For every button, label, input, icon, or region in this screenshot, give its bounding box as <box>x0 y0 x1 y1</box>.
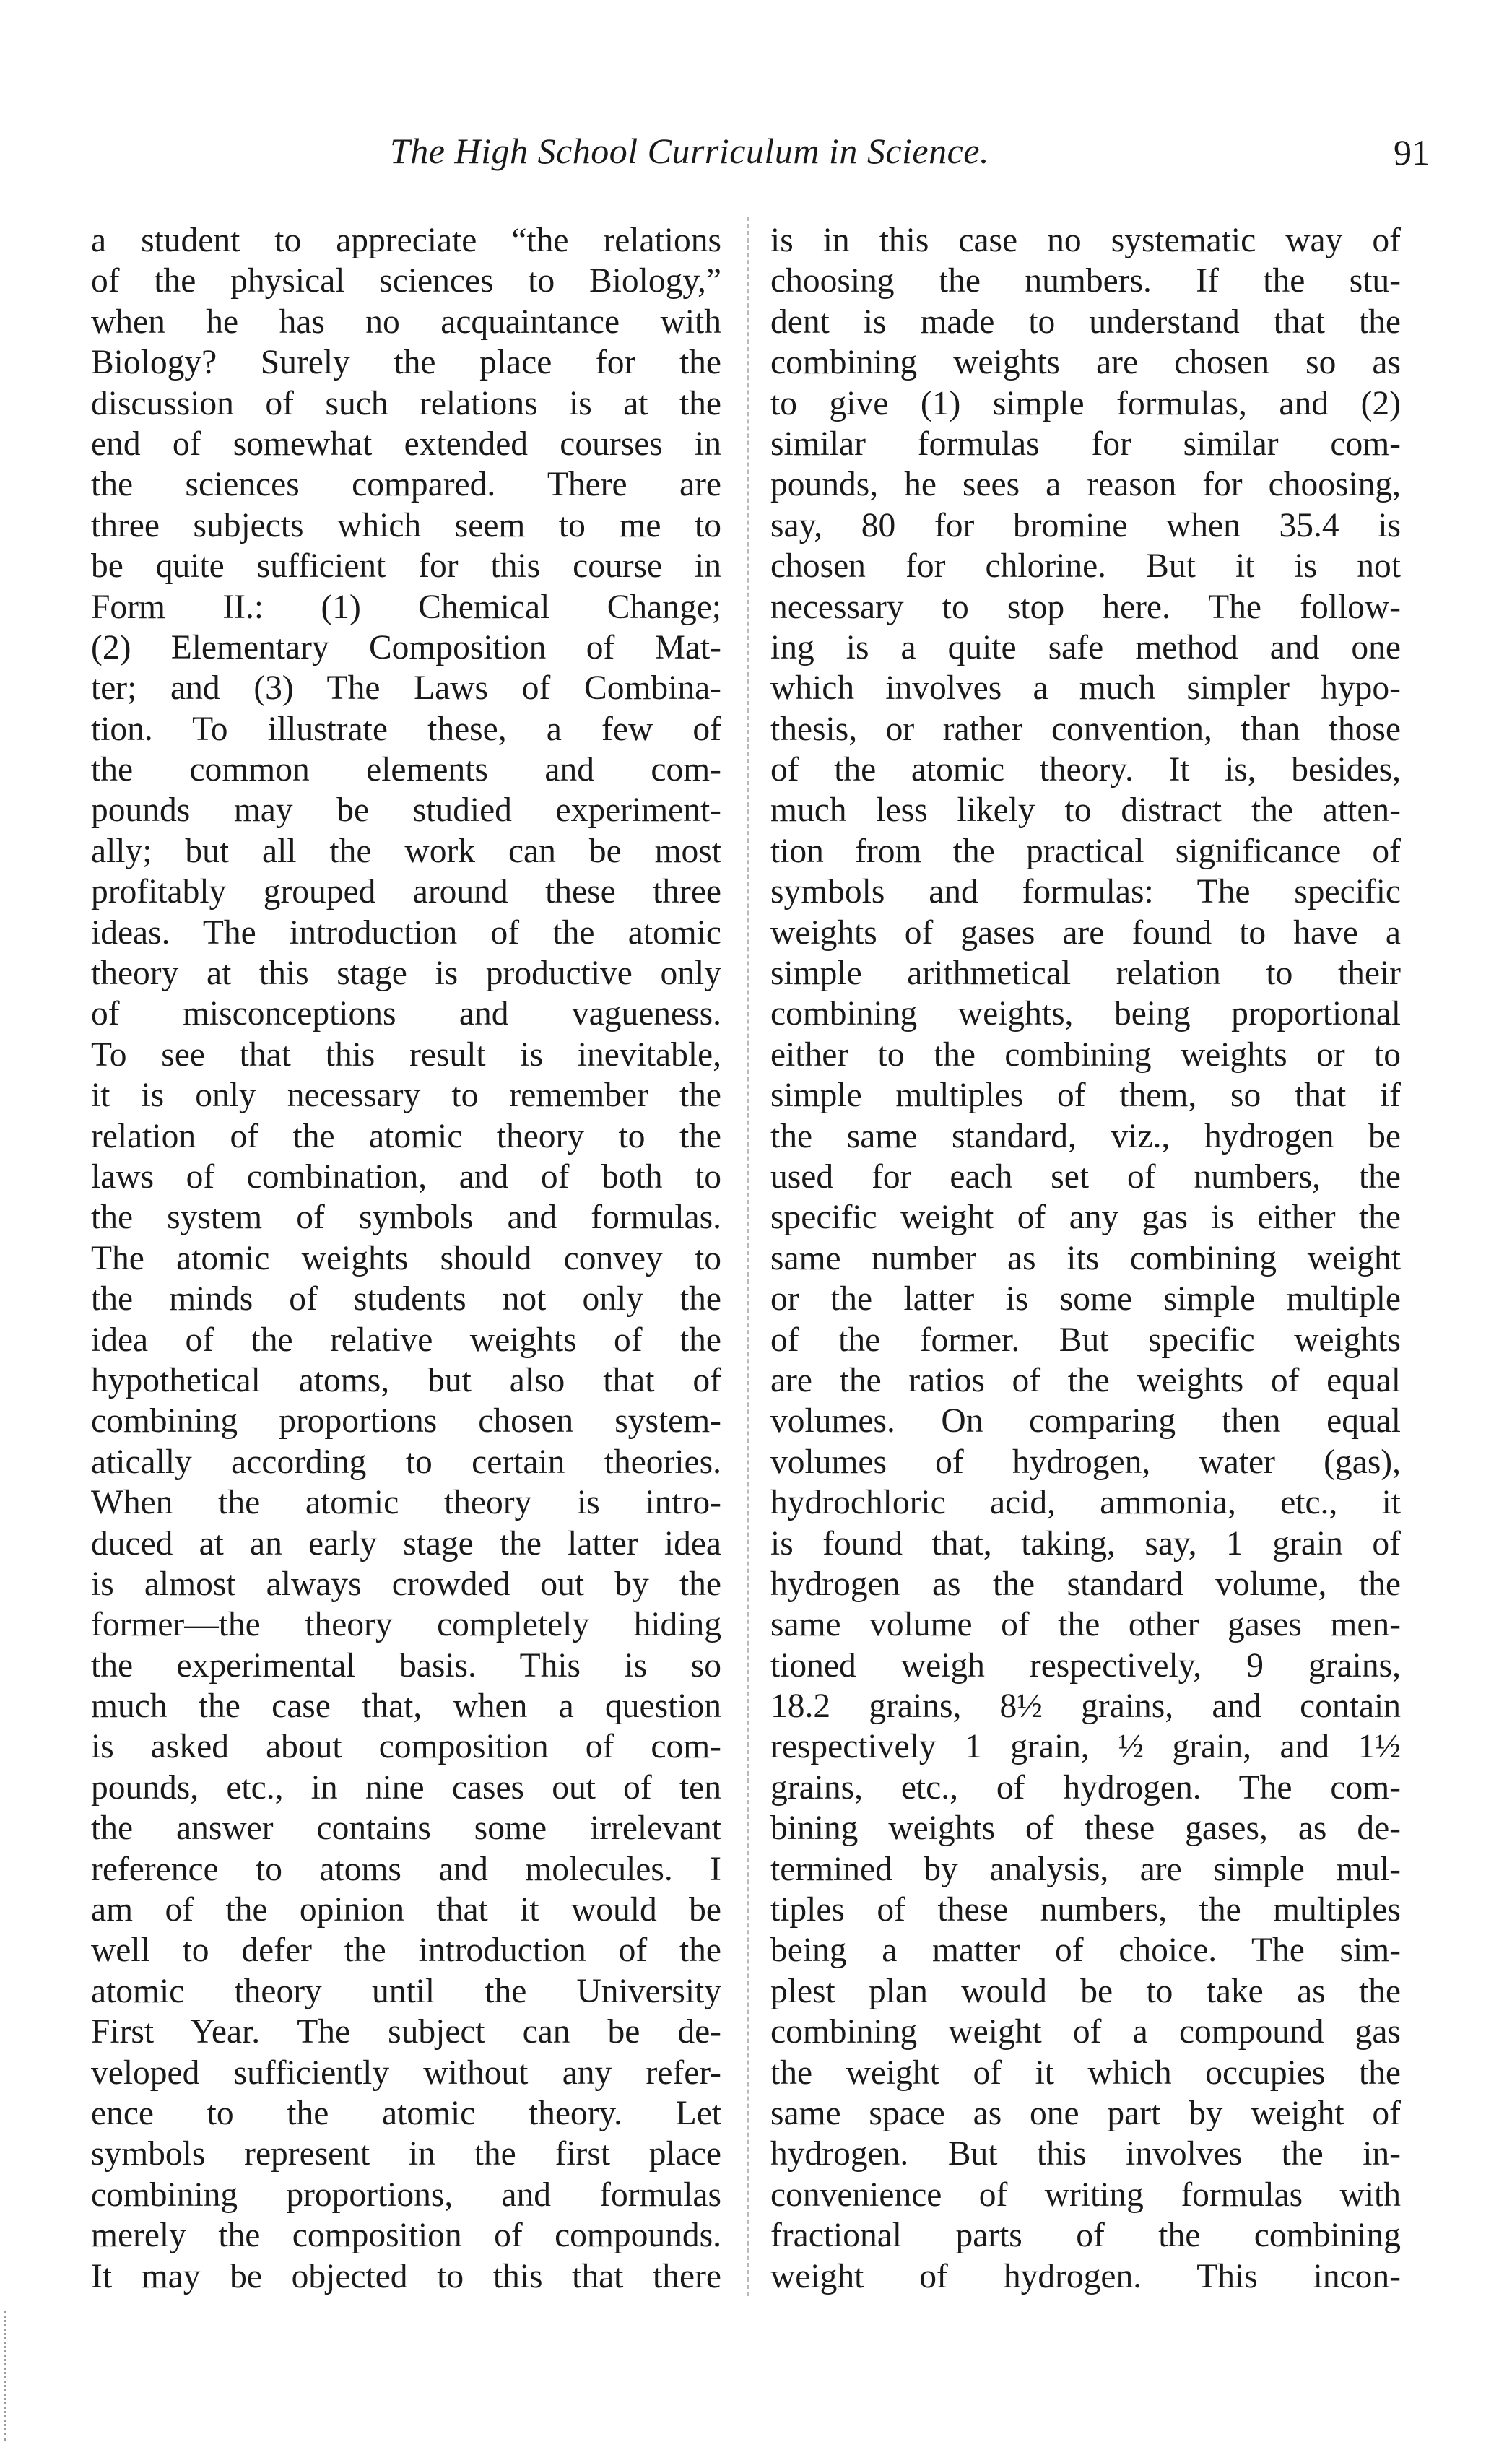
text-line: atically according to certain theories. <box>91 1443 721 1481</box>
text-line: combining proportions, and formulas <box>91 2176 721 2214</box>
text-line: ally; but all the work can be most <box>91 832 721 870</box>
text-line: the sciences compared. There are <box>91 466 721 504</box>
text-line: ing is a quite safe method and one <box>770 628 1401 666</box>
text-line: or the latter is some simple multiple <box>770 1280 1401 1318</box>
text-line: simple arithmetical relation to their <box>770 955 1401 993</box>
text-line: much the case that, when a question <box>91 1687 721 1726</box>
text-line: weights of gases are found to have a <box>770 913 1401 952</box>
text-line: discussion of such relations is at the <box>91 384 721 422</box>
text-line: The atomic weights should convey to <box>91 1239 721 1277</box>
text-line: pounds, etc., in nine cases out of ten <box>91 1768 721 1807</box>
text-line: end of somewhat extended courses in <box>91 425 721 463</box>
text-line: duced at an early stage the latter idea <box>91 1524 721 1562</box>
text-line: am of the opinion that it would be <box>91 1891 721 1929</box>
text-line: tion from the practical significance of <box>770 832 1401 870</box>
text-line: much less likely to distract the atten- <box>770 791 1401 830</box>
text-line: plest plan would be to take as the <box>770 1972 1401 2010</box>
text-line: either to the combining weights or to <box>770 1035 1401 1074</box>
text-line: hydrogen as the standard volume, the <box>770 1565 1401 1603</box>
text-line: theory at this stage is productive only <box>91 955 721 993</box>
text-line: To see that this result is inevitable, <box>91 1035 721 1074</box>
text-line: the answer contains some irrelevant <box>91 1809 721 1848</box>
text-line: 18.2 grains, 8½ grains, and contain <box>770 1687 1401 1726</box>
text-line: specific weight of any gas is either the <box>770 1199 1401 1237</box>
text-line: choosing the numbers. If the stu- <box>770 262 1401 300</box>
text-line: the minds of students not only the <box>91 1280 721 1318</box>
text-line: same volume of the other gases men- <box>770 1606 1401 1644</box>
text-line: When the atomic theory is intro- <box>91 1484 721 1522</box>
text-line: tioned weigh respectively, 9 grains, <box>770 1646 1401 1685</box>
right-column <box>770 220 1401 2297</box>
text-line: combining weights are chosen so as <box>770 344 1401 382</box>
text-line: convenience of writing formulas with <box>770 2176 1401 2214</box>
text-line: combining weights, being proportional <box>770 995 1401 1033</box>
text-line: the experimental basis. This is so <box>91 1646 721 1685</box>
text-line: the weight of it which occupies the <box>770 2053 1401 2092</box>
left-column <box>91 220 721 2297</box>
page-number: 91 <box>1394 132 1430 173</box>
text-line: idea of the relative weights of the <box>91 1321 721 1359</box>
text-line: Form II.: (1) Chemical Change; <box>91 588 721 626</box>
text-line: reference to atoms and molecules. I <box>91 1850 721 1888</box>
text-line: is found that, taking, say, 1 grain of <box>770 1524 1401 1562</box>
text-line: necessary to stop here. The follow- <box>770 588 1401 626</box>
text-line: being a matter of choice. The sim- <box>770 1931 1401 1970</box>
text-line: hydrogen. But this involves the in- <box>770 2135 1401 2173</box>
text-line: (2) Elementary Composition of Mat- <box>91 628 721 666</box>
text-line: a student to appreciate “the relations <box>91 222 721 259</box>
column-divider <box>747 217 749 2296</box>
text-line: tion. To illustrate these, a few of <box>91 710 721 748</box>
text-line: merely the composition of compounds. <box>91 2217 721 2255</box>
text-line: are the ratios of the weights of equal <box>770 1361 1401 1399</box>
text-line: the common elements and com- <box>91 751 721 789</box>
text-line: First Year. The subject can be de- <box>91 2013 721 2051</box>
text-line: Biology? Surely the place for the <box>91 344 721 382</box>
text-line: the system of symbols and formulas. <box>91 1199 721 1237</box>
text-line: the same standard, viz., hydrogen be <box>770 1117 1401 1155</box>
text-line: veloped sufficiently without any refer- <box>91 2053 721 2092</box>
text-line: is asked about composition of com- <box>91 1728 721 1766</box>
text-line: of the former. But specific weights <box>770 1321 1401 1359</box>
text-line: when he has no acquaintance with <box>91 303 721 341</box>
text-line: used for each set of numbers, the <box>770 1157 1401 1196</box>
text-line: ter; and (3) The Laws of Combina- <box>91 669 721 708</box>
text-line: volumes of hydrogen, water (gas), <box>770 1443 1401 1481</box>
text-line: former—the theory completely hiding <box>91 1606 721 1644</box>
text-line: termined by analysis, are simple mul- <box>770 1850 1401 1888</box>
text-line: same number as its combining weight <box>770 1239 1401 1277</box>
text-line: symbols and formulas: The specific <box>770 873 1401 911</box>
text-line: fractional parts of the combining <box>770 2217 1401 2255</box>
text-line: of misconceptions and vagueness. <box>91 995 721 1033</box>
text-line: hypothetical atoms, but also that of <box>91 1361 721 1399</box>
text-line: of the atomic theory. It is, besides, <box>770 751 1401 789</box>
text-line: of the physical sciences to Biology,” <box>91 262 721 300</box>
text-line: thesis, or rather convention, than those <box>770 710 1401 748</box>
text-line: pounds may be studied experiment- <box>91 791 721 830</box>
text-line: It may be objected to this that there <box>91 2257 721 2295</box>
text-line: relation of the atomic theory to the <box>91 1117 721 1155</box>
page-edge-mark <box>4 2311 6 2441</box>
text-line: grains, etc., of hydrogen. The com- <box>770 1768 1401 1807</box>
text-line: simple multiples of them, so that if <box>770 1077 1401 1115</box>
text-line: combining proportions chosen system- <box>91 1402 721 1440</box>
text-line: laws of combination, and of both to <box>91 1157 721 1196</box>
text-line: bining weights of these gases, as de- <box>770 1809 1401 1848</box>
text-line: hydrochloric acid, ammonia, etc., it <box>770 1484 1401 1522</box>
text-line: three subjects which seem to me to <box>91 506 721 544</box>
text-line: well to defer the introduction of the <box>91 1931 721 1970</box>
text-line: weight of hydrogen. This incon- <box>770 2257 1401 2295</box>
text-line: profitably grouped around these three <box>91 873 721 911</box>
text-line: symbols represent in the first place <box>91 2135 721 2173</box>
text-line: respectively 1 grain, ½ grain, and 1½ <box>770 1728 1401 1766</box>
text-line: chosen for chlorine. But it is not <box>770 547 1401 586</box>
running-title: The High School Curriculum in Science. <box>390 131 989 171</box>
text-line: similar formulas for similar com- <box>770 425 1401 463</box>
text-line: to give (1) simple formulas, and (2) <box>770 384 1401 422</box>
text-line: be quite sufficient for this course in <box>91 547 721 586</box>
text-line: ideas. The introduction of the atomic <box>91 913 721 952</box>
text-line: atomic theory until the University <box>91 1972 721 2010</box>
text-line: is in this case no systematic way of <box>770 222 1401 259</box>
text-line: same space as one part by weight of <box>770 2094 1401 2132</box>
text-line: volumes. On comparing then equal <box>770 1402 1401 1440</box>
text-line: dent is made to understand that the <box>770 303 1401 341</box>
text-line: pounds, he sees a reason for choosing, <box>770 466 1401 504</box>
text-line: it is only necessary to remember the <box>91 1077 721 1115</box>
text-line: say, 80 for bromine when 35.4 is <box>770 506 1401 544</box>
text-line: ence to the atomic theory. Let <box>91 2094 721 2132</box>
text-line: is almost always crowded out by the <box>91 1565 721 1603</box>
text-line: which involves a much simpler hypo- <box>770 669 1401 708</box>
text-line: tiples of these numbers, the multiples <box>770 1891 1401 1929</box>
text-line: combining weight of a compound gas <box>770 2013 1401 2051</box>
